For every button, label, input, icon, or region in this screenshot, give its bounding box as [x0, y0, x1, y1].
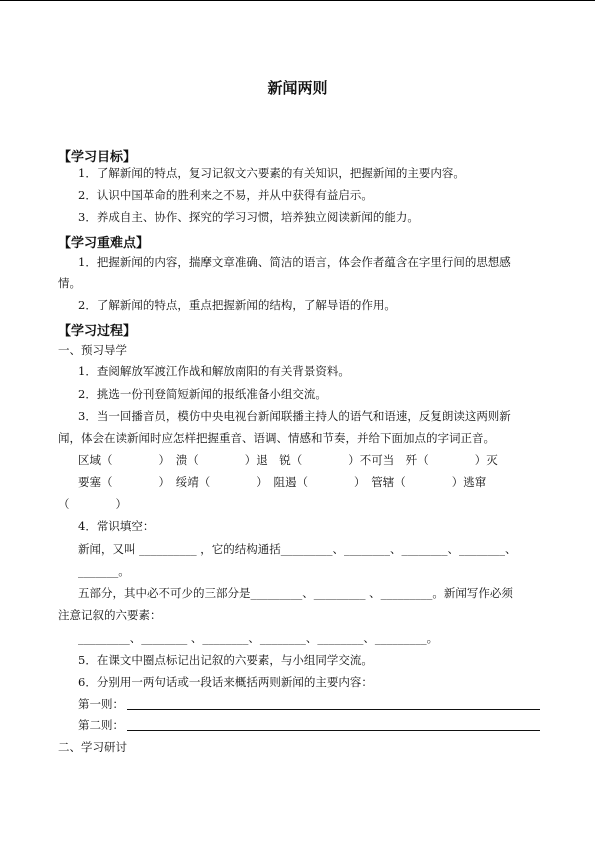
top-rule: [0, 0, 595, 1]
page-title: 新闻两则: [267, 79, 328, 97]
second-news-label: 第二则：: [78, 718, 124, 732]
preview-item-4: 4．常识填空：: [78, 519, 155, 533]
heading-learning-goals: 【学习目标】: [58, 150, 137, 165]
fill-line-4: 注意记叙的六要素：: [58, 608, 162, 622]
second-news-answer-line: [127, 730, 540, 731]
preview-item-5: 5．在课文中圈点标记出记叙的六要素，与小组同学交流。: [78, 653, 373, 667]
goal-item-3: 3．养成自主、协作、探究的学习习惯，培养独立阅读新闻的能力。: [78, 210, 419, 224]
part-two-heading: 二、学习研讨: [58, 740, 127, 754]
fill-line-5: _________、________ 、________、________、________、_________。: [78, 631, 439, 645]
fill-line-1: 新闻，又叫 __________ ，它的结构通括_________、________、________、________、: [78, 542, 517, 556]
first-news-label: 第一则：: [78, 697, 124, 711]
fill-line-2: _______。: [78, 564, 130, 578]
preview-item-2: 2．挑选一份刊登简短新闻的报纸准备小组交流。: [78, 387, 327, 401]
key-point-1-line2: 情。: [58, 276, 81, 290]
key-point-1-line1: 1．把握新闻的内容，揣摩文章准确、简洁的语言，体会作者蕴含在字里行间的思想感: [78, 255, 511, 269]
heading-key-points: 【学习重难点】: [58, 236, 150, 251]
goal-item-2: 2．认识中国革命的胜利来之不易，并从中获得有益启示。: [78, 188, 373, 202]
first-news-answer-line: [127, 709, 540, 710]
pronunciation-row-3: （ ）: [58, 497, 127, 511]
pronunciation-row-2: 要塞（ ） 绥靖（ ） 阻遏（ ） 管辖（ ）逃窜: [78, 475, 487, 489]
key-point-2: 2．了解新闻的特点，重点把握新闻的结构，了解导语的作用。: [78, 298, 396, 312]
goal-item-1: 1．了解新闻的特点，复习记叙文六要素的有关知识，把握新闻的主要内容。: [78, 166, 465, 180]
preview-item-3-line2: 闻，体会在读新闻时应怎样把握重音、语调、情感和节奏，并给下面加点的字词正音。: [58, 431, 495, 445]
part-one-heading: 一、预习导学: [58, 343, 127, 357]
preview-item-6: 6．分别用一两句话或一段话来概括两则新闻的主要内容：: [78, 675, 373, 689]
preview-item-1: 1．查阅解放军渡江作战和解放南阳的有关背景资料。: [78, 364, 350, 378]
pronunciation-row-1: 区域（ ） 溃（ ）退 锐（ ）不可当 歼（ ）灭: [78, 453, 498, 467]
fill-line-3: 五部分，其中必不可少的三部分是_________、_________ 、_________。新闻写作必须: [78, 586, 513, 600]
preview-item-3-line1: 3．当一回播音员，模仿中央电视台新闻联播主持人的语气和语速，反复朗读这两则新: [78, 409, 511, 423]
heading-learning-process: 【学习过程】: [58, 324, 137, 339]
